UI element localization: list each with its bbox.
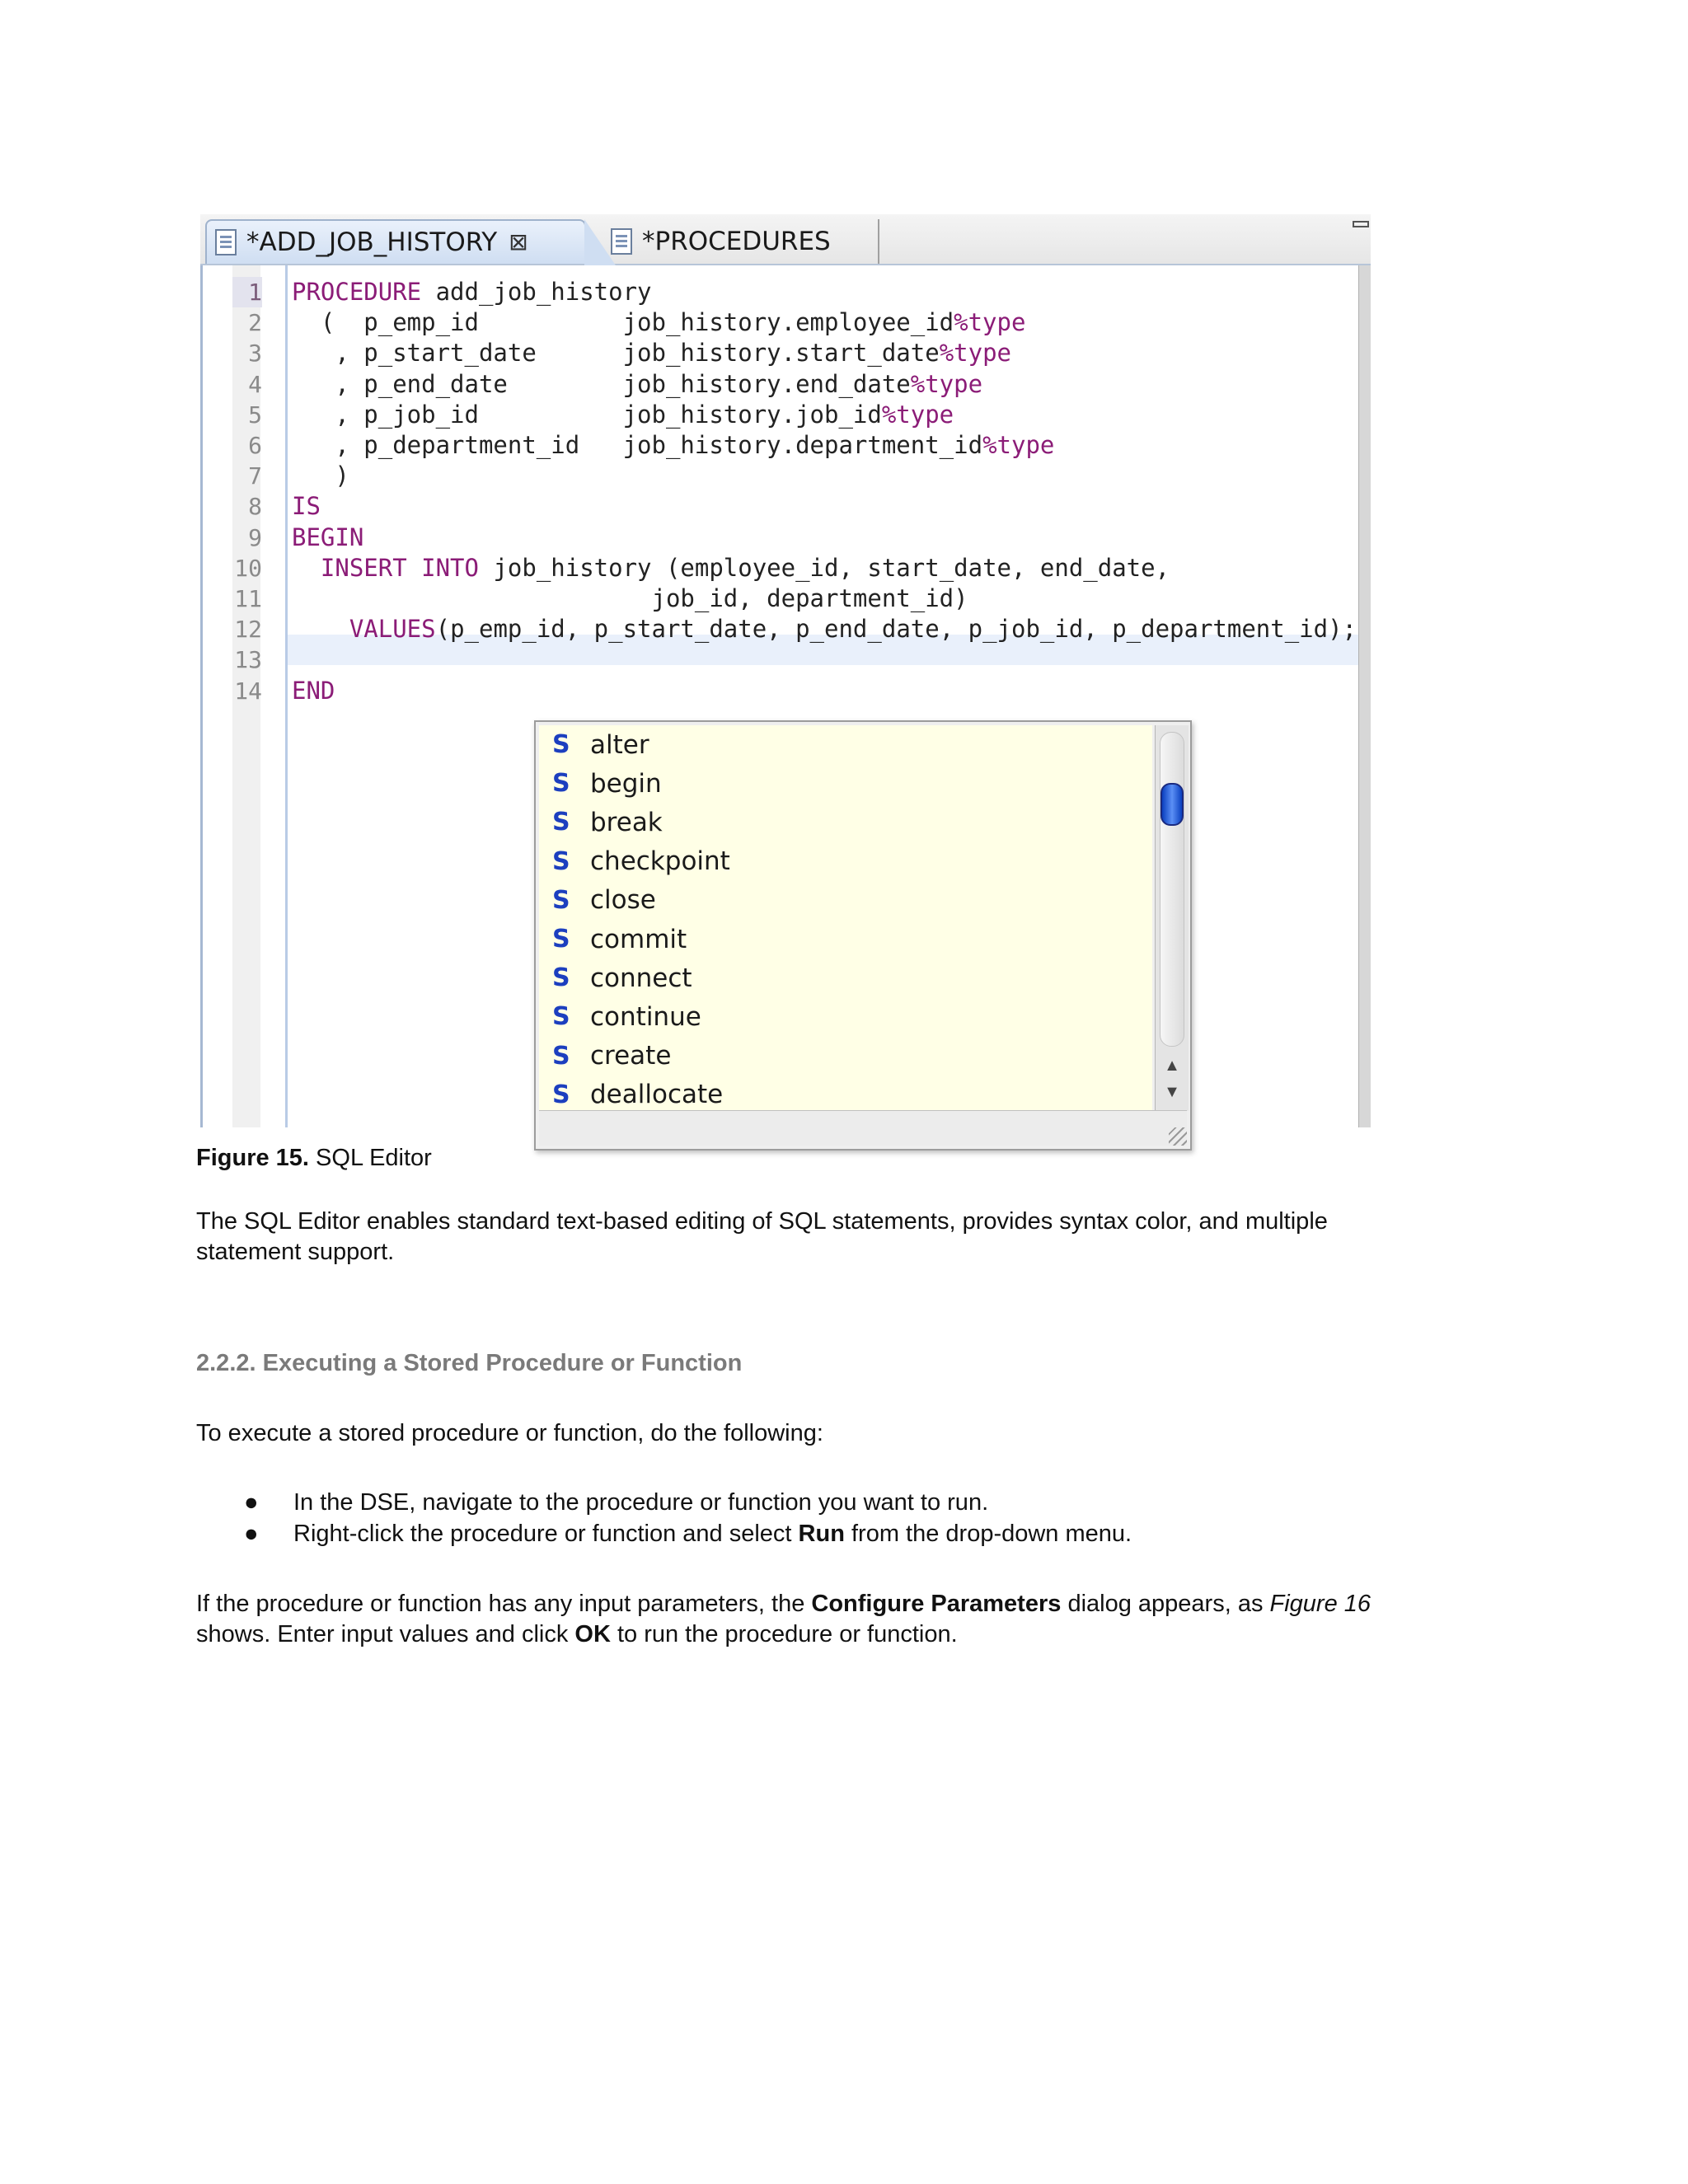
tab-label: *PROCEDURES — [642, 227, 831, 256]
statement-icon: S — [552, 885, 570, 915]
line-number: 7 — [248, 462, 262, 490]
sql-editor-screenshot — [200, 214, 1371, 1127]
editor-tab-bar — [200, 214, 1371, 265]
code-line[interactable] — [292, 400, 954, 430]
bullet-icon: ● — [244, 1489, 259, 1516]
completion-item-label: commit — [590, 924, 687, 954]
line-number: 9 — [248, 523, 262, 551]
line-number: 13 — [234, 646, 262, 674]
scroll-track[interactable] — [1160, 732, 1184, 1047]
completion-item-alter[interactable] — [539, 725, 1152, 764]
line-number: 4 — [248, 370, 262, 398]
line-number: 2 — [248, 309, 262, 337]
statement-icon: S — [552, 846, 570, 876]
scroll-thumb[interactable] — [1160, 783, 1184, 826]
completion-item-begin[interactable] — [539, 764, 1152, 803]
text-run: In the DSE, navigate to the procedure or function you want to run. — [293, 1489, 989, 1516]
code-editor[interactable] — [200, 265, 1373, 1127]
sql-keyword: %type — [910, 369, 983, 398]
minimize-icon[interactable] — [1353, 221, 1369, 227]
editor-ruler — [285, 265, 288, 1127]
line-number: 6 — [248, 432, 262, 459]
paragraph-sql-editor: The SQL Editor enables standard text-based editing of SQL statements, provides syntax color, and multiple statement support. — [196, 1208, 1328, 1265]
text-run: to run the procedure or function. — [610, 1621, 958, 1647]
completion-item-break[interactable] — [539, 803, 1152, 841]
text-run: Right-click the procedure or function and select — [293, 1521, 799, 1547]
code-completion-popup[interactable] — [534, 720, 1192, 1151]
text-run: dialog appears, as — [1061, 1591, 1270, 1617]
completion-footer — [539, 1110, 1187, 1146]
completion-scrollbar[interactable] — [1155, 725, 1189, 1111]
code-line[interactable] — [292, 277, 652, 307]
completion-item-checkpoint[interactable] — [539, 842, 1152, 881]
sql-file-icon — [215, 229, 237, 255]
statement-icon: S — [552, 925, 570, 954]
line-number: 14 — [234, 677, 262, 705]
code-line[interactable] — [292, 583, 968, 614]
completion-item-label: alter — [590, 729, 649, 760]
close-icon[interactable]: ⊠ — [509, 228, 528, 255]
completion-item-connect[interactable] — [539, 958, 1152, 997]
completion-item-label: close — [590, 885, 656, 916]
bold-text: Run — [798, 1521, 845, 1547]
scroll-up-icon[interactable]: ▲ — [1164, 1057, 1180, 1075]
code-line[interactable] — [292, 676, 335, 706]
code-text: ( p_emp_id job_history.employee_id — [292, 308, 954, 337]
line-number: 12 — [234, 616, 262, 644]
section-heading: 2.2.2. Executing a Stored Procedure or Function — [196, 1350, 743, 1376]
line-number: 1 — [232, 277, 262, 307]
completion-list[interactable] — [539, 725, 1152, 1111]
bold-text: Configure Parameters — [811, 1591, 1062, 1617]
sql-keyword: %type — [881, 400, 954, 429]
line-number: 5 — [248, 401, 262, 429]
code-line[interactable] — [292, 369, 982, 400]
code-text: add_job_history — [421, 278, 652, 306]
code-line[interactable] — [292, 461, 349, 491]
completion-item-label: continue — [590, 1001, 701, 1032]
sql-keyword: %type — [982, 431, 1055, 459]
text-run: If the procedure or function has any input parameters, the — [196, 1591, 812, 1617]
text-run: from the drop-down menu. — [844, 1521, 1132, 1547]
sql-keyword: IS — [292, 492, 321, 521]
completion-item-commit[interactable] — [539, 920, 1152, 958]
statement-icon: S — [552, 769, 570, 799]
sql-keyword: %type — [939, 339, 1011, 368]
code-line[interactable] — [292, 523, 363, 553]
code-text: , p_start_date job_history.start_date — [292, 339, 940, 368]
code-line[interactable] — [292, 491, 321, 522]
sql-keyword: PROCEDURE — [292, 278, 422, 306]
tab-label: *ADD_JOB_HISTORY — [246, 227, 498, 257]
code-text: (p_emp_id, p_start_date, p_end_date, p_job_id, p_department_id); — [435, 615, 1357, 644]
paragraph-execute-intro: To execute a stored procedure or function, do the following: — [196, 1420, 823, 1446]
code-line[interactable] — [292, 338, 1011, 368]
code-line[interactable] — [292, 307, 1025, 338]
completion-item-label: deallocate — [590, 1080, 724, 1110]
completion-item-close[interactable] — [539, 881, 1152, 920]
figure-caption — [196, 1143, 1391, 1174]
list-item-text — [293, 1488, 988, 1518]
statement-icon: S — [552, 1002, 570, 1032]
tab-add-job-history[interactable] — [205, 219, 586, 264]
completion-item-label: begin — [590, 768, 662, 799]
completion-item-label: create — [590, 1041, 672, 1071]
bullet-icon: ● — [244, 1521, 259, 1547]
statement-icon: S — [552, 730, 570, 760]
completion-item-create[interactable] — [539, 1037, 1152, 1076]
line-number: 10 — [234, 554, 262, 582]
sql-keyword: VALUES — [292, 615, 436, 644]
statement-icon: S — [552, 1080, 570, 1109]
scroll-down-icon[interactable]: ▼ — [1164, 1083, 1180, 1101]
list-item-text — [293, 1519, 1132, 1549]
statement-icon: S — [552, 808, 570, 837]
line-number: 3 — [248, 340, 262, 368]
sql-file-icon — [611, 228, 632, 255]
completion-item-continue[interactable] — [539, 997, 1152, 1036]
statement-icon: S — [552, 963, 570, 993]
code-line[interactable] — [292, 430, 1054, 461]
code-text: , p_job_id job_history.job_id — [292, 400, 882, 429]
line-number: 8 — [248, 493, 262, 521]
code-line[interactable] — [292, 614, 1357, 644]
completion-item-label: checkpoint — [590, 846, 730, 877]
text-run: shows. Enter input values and click — [196, 1621, 575, 1647]
completion-item-deallocate[interactable] — [539, 1076, 1152, 1111]
code-text: ) — [292, 462, 349, 490]
statement-icon: S — [552, 1041, 570, 1071]
figure-title: SQL Editor — [309, 1145, 432, 1171]
code-text: , p_end_date job_history.end_date — [292, 369, 911, 398]
code-text: job_history (employee_id, start_date, end_date, — [478, 553, 1170, 582]
sql-keyword: INSERT INTO — [292, 553, 479, 582]
code-text: , p_department_id job_history.department_id — [292, 431, 983, 459]
bold-text: OK — [574, 1621, 611, 1647]
italic-text: Figure 16 — [1269, 1591, 1372, 1617]
figure-label: Figure 15. — [196, 1145, 309, 1171]
tab-procedures[interactable] — [599, 219, 879, 264]
sql-keyword: END — [292, 676, 335, 705]
code-line[interactable] — [292, 553, 1170, 583]
completion-item-label: break — [590, 807, 663, 837]
completion-item-label: connect — [590, 963, 692, 993]
line-number: 11 — [234, 585, 262, 612]
code-text: job_id, department_id) — [292, 584, 968, 612]
sql-keyword: BEGIN — [292, 523, 364, 551]
sql-keyword: %type — [954, 308, 1026, 337]
editor-right-edge — [1358, 265, 1371, 1127]
paragraph-configure-parameters — [196, 1589, 1391, 1650]
